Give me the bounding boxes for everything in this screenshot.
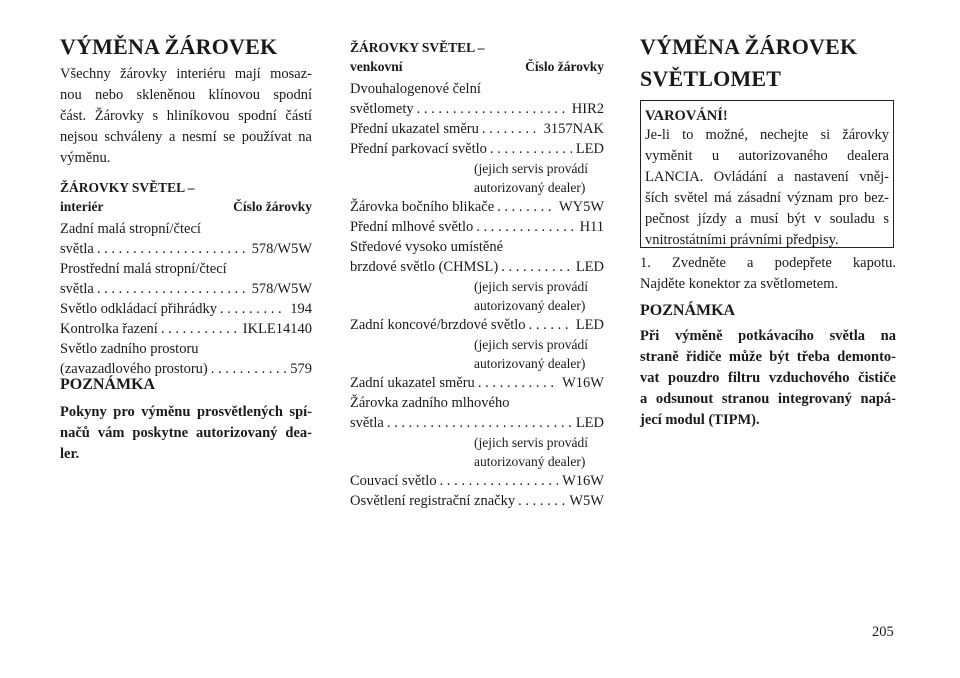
row-label: (zavazadlového prostoru) [60,361,208,377]
leader-dots [217,299,286,319]
exterior-row [350,99,604,119]
exterior-row [350,491,604,511]
intro-paragraph [60,64,312,169]
warning-line: vyměnit u autorizovaného dealera [645,148,889,164]
note-line: vat pouzdro filtru vzduchového čističe [640,370,896,386]
exterior-table-header [350,58,604,76]
note-line: ler. [60,446,80,462]
exterior-row [350,413,604,433]
note-line: načů vám poskytne autorizovaný dea- [60,425,312,441]
interior-row [60,299,312,319]
service-note: (jejich servis provádí [474,279,588,294]
row-value: 578/W5W [251,241,312,257]
bulb-number-header: Číslo žárovky [233,199,312,214]
service-note: (jejich servis provádí [474,161,588,176]
interior-row-label: Zadní malá stropní/čtecí [60,221,201,237]
warning-line: ších světel má zásadní význam pro bez- [645,190,889,206]
service-note: autorizovaný dealer) [474,454,586,469]
exterior-row [350,257,604,277]
exterior-row [350,119,604,139]
row-label: Couvací světlo [350,473,437,489]
service-note: autorizovaný dealer) [474,356,586,371]
row-label: Zadní ukazatel směru [350,375,475,391]
interior-row [60,239,312,259]
exterior-row [350,217,604,237]
note-line: Při výměně potkávacího světla na [640,328,896,344]
interior-label: interiér [60,199,104,214]
service-note: autorizovaný dealer) [474,298,586,313]
leader-dots [414,99,568,119]
row-value: HIR2 [571,101,604,117]
row-label: světla [60,241,94,257]
exterior-row [350,197,604,217]
row-label: Přední mlhové světlo [350,219,474,235]
exterior-row-label: Žárovka zadního mlhového [350,395,510,411]
interior-row-label: Prostřední malá stropní/čtecí [60,261,227,277]
step-line: 1. Zvedněte a podepřete kapotu. [640,255,896,271]
exterior-row-label: Dvouhalogenové čelní [350,81,481,97]
leader-dots [515,491,565,511]
section-heading: VÝMĚNA ŽÁROVEK [60,34,278,59]
interior-table-title: ŽÁROVKY SVĚTEL – [60,180,195,195]
interior-table-header [60,198,312,216]
exterior-label: venkovní [350,59,403,74]
row-label: Světlo odkládací přihrádky [60,301,218,317]
exterior-row [350,373,604,393]
row-value: 3157NAK [543,121,604,137]
step-paragraph [640,253,896,295]
note-paragraph [640,326,896,431]
row-value: W16W [562,473,604,489]
row-label: Osvětlení registrační značky [350,493,516,509]
intro-line: nejsou schváleny a nesmí se používat na [60,129,312,145]
leader-dots [473,217,575,237]
row-label: Přední parkovací světlo [350,141,487,157]
note-heading: POZNÁMKA [640,302,736,319]
step-line: Najděte konektor za světlometem. [640,276,839,292]
leader-dots [384,413,572,433]
row-value: W5W [569,493,604,509]
warning-line: LANCIA. Ovládání a nastavení vněj- [645,169,889,185]
row-value: LED [575,415,604,431]
leader-dots [526,315,572,335]
row-label: světla [60,281,94,297]
leader-dots [494,197,555,217]
row-value: W16W [562,375,604,391]
warning-title: VAROVÁNÍ! [645,108,728,124]
warning-text [645,125,889,251]
row-value: IKLE14140 [242,321,312,337]
note-paragraph [60,402,312,465]
leader-dots [94,279,248,299]
row-label: světlomety [350,101,414,117]
leader-dots [437,471,559,491]
row-value: 579 [290,361,312,377]
subsection-heading: SVĚTLOMET [640,66,782,91]
exterior-row [350,471,604,491]
leader-dots [498,257,572,277]
note-line: straně řidiče může být třeba demonto- [640,349,896,365]
section-heading: VÝMĚNA ŽÁROVEK [640,34,858,59]
note-line: Pokyny pro výměnu prosvětlených spí- [60,404,312,420]
row-value: 578/W5W [251,281,312,297]
row-value: WY5W [558,199,604,215]
bulb-number-header: Číslo žárovky [525,59,604,74]
leader-dots [487,139,572,159]
row-label: Kontrolka řazení [60,321,158,337]
row-label: Zadní koncové/brzdové světlo [350,317,526,333]
service-note: autorizovaný dealer) [474,180,586,195]
exterior-row [350,315,604,335]
row-label: brzdové světlo (CHMSL) [350,259,499,275]
exterior-row [350,139,604,159]
warning-box [640,100,894,248]
row-label: Žárovka bočního blikače [350,199,495,215]
service-note: (jejich servis provádí [474,337,588,352]
intro-line: výměnu. [60,150,111,166]
note-line: jecí modul (TIPM). [640,412,760,428]
interior-row-label: Světlo zadního prostoru [60,341,199,357]
row-label: Přední ukazatel směru [350,121,479,137]
warning-line: vnitrostátními právními předpisy. [645,232,839,248]
exterior-table-title: ŽÁROVKY SVĚTEL – [350,40,485,55]
interior-row [60,319,312,339]
leader-dots [158,319,239,339]
leader-dots [479,119,540,139]
warning-line: Je-li to možné, nechejte si žárovky [645,127,889,143]
exterior-row-label: Středové vysoko umístěné [350,239,504,255]
note-heading: POZNÁMKA [60,376,156,393]
intro-line: Všechny žárovky interiéru mají mosaz- [60,66,312,82]
service-note: (jejich servis provádí [474,435,588,450]
row-value: LED [575,259,604,275]
note-line: a odsunout stranou integrovaný napá- [640,391,896,407]
row-value: H11 [579,219,604,235]
row-value: LED [575,317,604,333]
warning-line: pečnost jízdy a musí být v souladu s [645,211,889,227]
leader-dots [475,373,558,393]
intro-line: nou nebo skleněnou klínovou spodní [60,87,312,103]
interior-row [60,279,312,299]
leader-dots [208,359,286,379]
intro-line: část. Žárovky s hliníkovou spodní částí [60,108,312,124]
page-number: 205 [872,624,894,640]
row-value: LED [575,141,604,157]
row-value: 194 [290,301,312,317]
leader-dots [94,239,248,259]
row-label: světla [350,415,384,431]
